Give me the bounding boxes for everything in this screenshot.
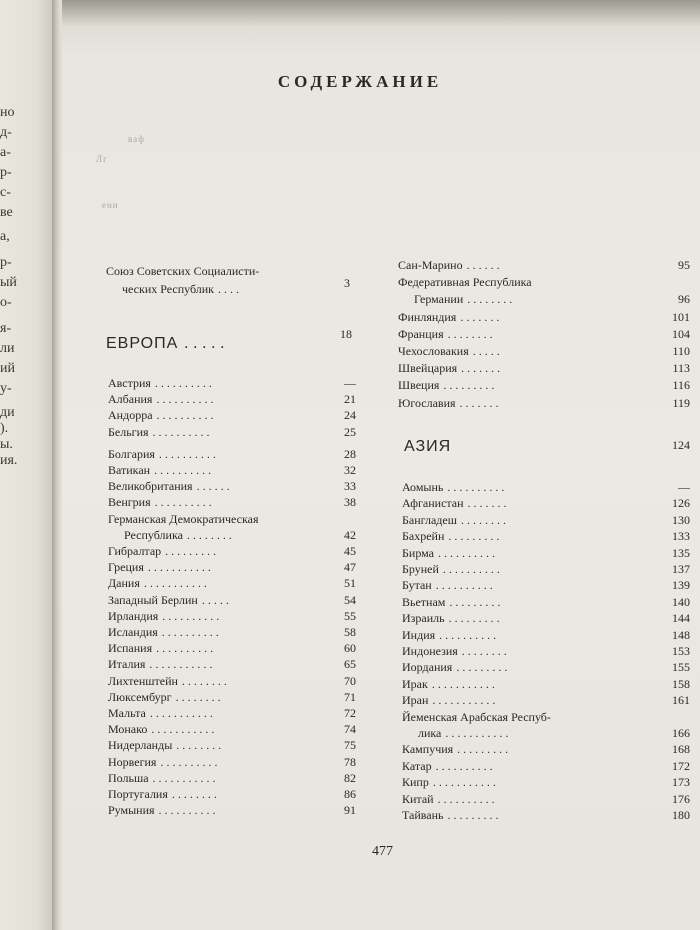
toc-page-number: 58 [344, 625, 356, 639]
toc-entry: Нидерланды ........ [108, 738, 225, 753]
toc-entry: Бруней .......... [402, 562, 503, 576]
toc-entry: Финляндия ....... [398, 309, 503, 324]
toc-entry-ussr-line2: ческих Республик .... [122, 282, 243, 296]
toc-page-number: 135 [672, 545, 690, 560]
toc-entry: Тайвань ......... [402, 808, 502, 822]
left-fragment: а- [0, 145, 11, 160]
left-fragment: ве [0, 205, 13, 220]
toc-entry: Гибралтар ......... [108, 544, 220, 558]
toc-page-number: 65 [344, 657, 356, 672]
toc-entry: Португалия ........ [108, 787, 220, 801]
toc-page-number: 82 [344, 770, 356, 785]
toc-entry: Швейцария ....... [398, 361, 504, 376]
toc-entry: Индонезия ........ [402, 644, 510, 658]
toc-page-number: 176 [672, 791, 690, 806]
toc-page-number: 133 [672, 529, 690, 544]
toc-entry: Германская Демократическая [108, 511, 259, 526]
toc-entry-ussr-line1: Союз Советских Социалисти- [106, 264, 260, 278]
left-fragment: но [0, 105, 15, 120]
toc-page-number: 74 [344, 722, 356, 737]
toc-page-number: 32 [344, 463, 356, 477]
toc-entry: Кампучия ......... [402, 742, 512, 757]
toc-page-ussr: 3 [344, 276, 350, 290]
toc-entry: лика ........... [418, 726, 512, 740]
page-title: СОДЕРЖАНИЕ [277, 72, 443, 91]
left-fragment: ый [0, 275, 17, 290]
toc-entry: Румыния .......... [108, 803, 219, 818]
toc-entry: Монако ........... [108, 722, 218, 737]
toc-page-number: 172 [672, 758, 690, 773]
toc-page-number: 148 [672, 627, 690, 642]
toc-entry: Вьетнам ......... [402, 594, 504, 609]
toc-entry: Бахрейн ......... [402, 529, 503, 544]
toc-entry: Западный Берлин ..... [108, 592, 232, 607]
left-fragment: ). [0, 421, 9, 436]
toc-page-number: 155 [672, 660, 690, 675]
toc-entry: Албания .......... [108, 392, 217, 407]
left-fragment: р- [0, 165, 12, 180]
toc-page-number: 33 [344, 479, 356, 494]
toc-entry: Лихтенштейн ........ [108, 673, 230, 688]
toc-entry: Федеративная Республика [398, 275, 532, 290]
toc-entry: Китай .......... [402, 791, 498, 806]
toc-page-number: 116 [672, 378, 690, 393]
toc-page-number: 130 [672, 512, 690, 527]
left-fragment: а, [0, 229, 10, 244]
section-page-asia: 124 [672, 438, 690, 452]
toc-page-number: 144 [672, 611, 690, 626]
toc-page-number: 110 [672, 344, 690, 358]
toc-page-number: 28 [344, 446, 356, 461]
toc-entry: Индия .......... [402, 627, 500, 642]
toc-entry: Венгрия .......... [108, 495, 215, 510]
left-fragment: у- [0, 381, 12, 396]
section-page-europe: 18 [340, 327, 352, 341]
left-fragment: я- [0, 321, 12, 336]
toc-page-number: 21 [344, 392, 356, 407]
toc-entry: Бельгия .......... [108, 424, 213, 439]
toc-page-number: 51 [344, 576, 356, 591]
toc-page-number: 25 [344, 424, 356, 439]
toc-page-number: 126 [672, 496, 690, 511]
faint-mark: ваф [128, 134, 145, 144]
toc-page-number: — [678, 480, 690, 494]
toc-entry: Андорра .......... [108, 408, 217, 423]
toc-page-number: 60 [344, 641, 356, 656]
toc-page-number: 70 [344, 673, 356, 688]
toc-page-number: 38 [344, 495, 356, 510]
toc-entry: Бангладеш ........ [402, 512, 509, 527]
left-fragment: ы. [0, 437, 13, 452]
toc-page-number: 113 [672, 361, 690, 376]
toc-entry: Испания .......... [108, 641, 217, 656]
toc-entry: Швеция ......... [398, 378, 498, 393]
toc-entry: Афганистан ....... [402, 496, 510, 511]
toc-page-number: 137 [672, 562, 690, 576]
toc-entry: Израиль ......... [402, 611, 503, 626]
toc-page-number: 161 [672, 693, 690, 708]
toc-page-number: 158 [672, 676, 690, 691]
toc-entry: Болгария .......... [108, 446, 219, 461]
toc-entry: Греция ........... [108, 560, 214, 575]
toc-entry: Бирма .......... [402, 545, 498, 560]
toc-entry: Германии ........ [414, 292, 516, 307]
section-heading-asia: АЗИЯ [404, 438, 452, 455]
toc-entry: Ирак ........... [402, 676, 498, 691]
toc-page-number: 139 [672, 578, 690, 593]
toc-page-number: 72 [344, 706, 356, 720]
toc-page-number: 180 [672, 808, 690, 822]
toc-entry: Сан-Марино ...... [398, 258, 503, 272]
left-fragment: о- [0, 295, 12, 310]
toc-entry: Ватикан .......... [108, 463, 215, 477]
toc-page-number: 47 [344, 560, 356, 575]
toc-entry: Дания ........... [108, 576, 210, 591]
toc-entry: Польша ........... [108, 770, 219, 785]
toc-page-number: 54 [344, 592, 356, 607]
left-fragment: ли [0, 341, 15, 356]
left-fragment: ди [0, 405, 15, 420]
toc-entry: Чехословакия ..... [398, 344, 503, 358]
toc-page-number: 78 [344, 754, 356, 769]
left-fragment: д- [0, 125, 12, 140]
toc-page-number: 166 [672, 726, 690, 740]
toc-entry: Норвегия .......... [108, 754, 221, 769]
toc-entry: Великобритания ...... [108, 479, 233, 494]
toc-entry: Италия ........... [108, 657, 216, 672]
toc-entry: Бутан .......... [402, 578, 496, 593]
toc-page-number: 42 [344, 527, 356, 542]
toc-page-number: 91 [344, 803, 356, 818]
toc-entry: Йеменская Арабская Респуб- [402, 709, 551, 724]
toc-entry: Франция ........ [398, 326, 496, 341]
toc-entry: Кипр ........... [402, 775, 499, 790]
toc-page-number: 75 [344, 738, 356, 753]
toc-page-number: 168 [672, 742, 690, 757]
toc-page-number: — [344, 376, 356, 390]
left-fragment: ия. [0, 453, 18, 468]
toc-entry: Исландия .......... [108, 625, 222, 639]
page-top-edge [62, 0, 700, 28]
toc-page-number: 55 [344, 608, 356, 623]
toc-entry: Иордания ......... [402, 660, 511, 675]
toc-page-number: 95 [678, 258, 690, 272]
section-heading-europe: ЕВРОПА ..... [106, 335, 230, 352]
toc-page-number: 24 [344, 408, 356, 423]
faint-mark: енн [102, 200, 119, 210]
toc-page-number: 140 [672, 594, 690, 609]
left-fragment: с- [0, 185, 11, 200]
toc-page-number: 104 [672, 326, 690, 341]
toc-entry: Ирландия .......... [108, 608, 223, 623]
toc-entry: Люксембург ........ [108, 689, 224, 704]
toc-entry: Мальта ........... [108, 706, 216, 720]
left-fragment: ий [0, 361, 15, 376]
book-gutter [52, 0, 62, 930]
left-page-edge [0, 0, 52, 930]
faint-mark: Лг [96, 154, 108, 164]
toc-page-number: 86 [344, 787, 356, 801]
toc-entry: Аомынь .......... [402, 480, 508, 494]
page-number: 477 [372, 844, 393, 859]
toc-page-number: 153 [672, 644, 690, 658]
toc-entry: Югославия ....... [398, 395, 502, 410]
toc-page-number: 45 [344, 544, 356, 558]
toc-entry: Австрия .......... [108, 376, 215, 390]
toc-page-number: 96 [678, 292, 690, 307]
left-fragment: р- [0, 255, 12, 270]
toc-page-number: 173 [672, 775, 690, 790]
toc-entry: Катар .......... [402, 758, 496, 773]
toc-page-number: 71 [344, 689, 356, 704]
toc-entry: Иран ........... [402, 693, 499, 708]
toc-page-number: 119 [672, 395, 690, 410]
toc-page-number: 101 [672, 309, 690, 324]
toc-entry: Республика ........ [124, 527, 235, 542]
